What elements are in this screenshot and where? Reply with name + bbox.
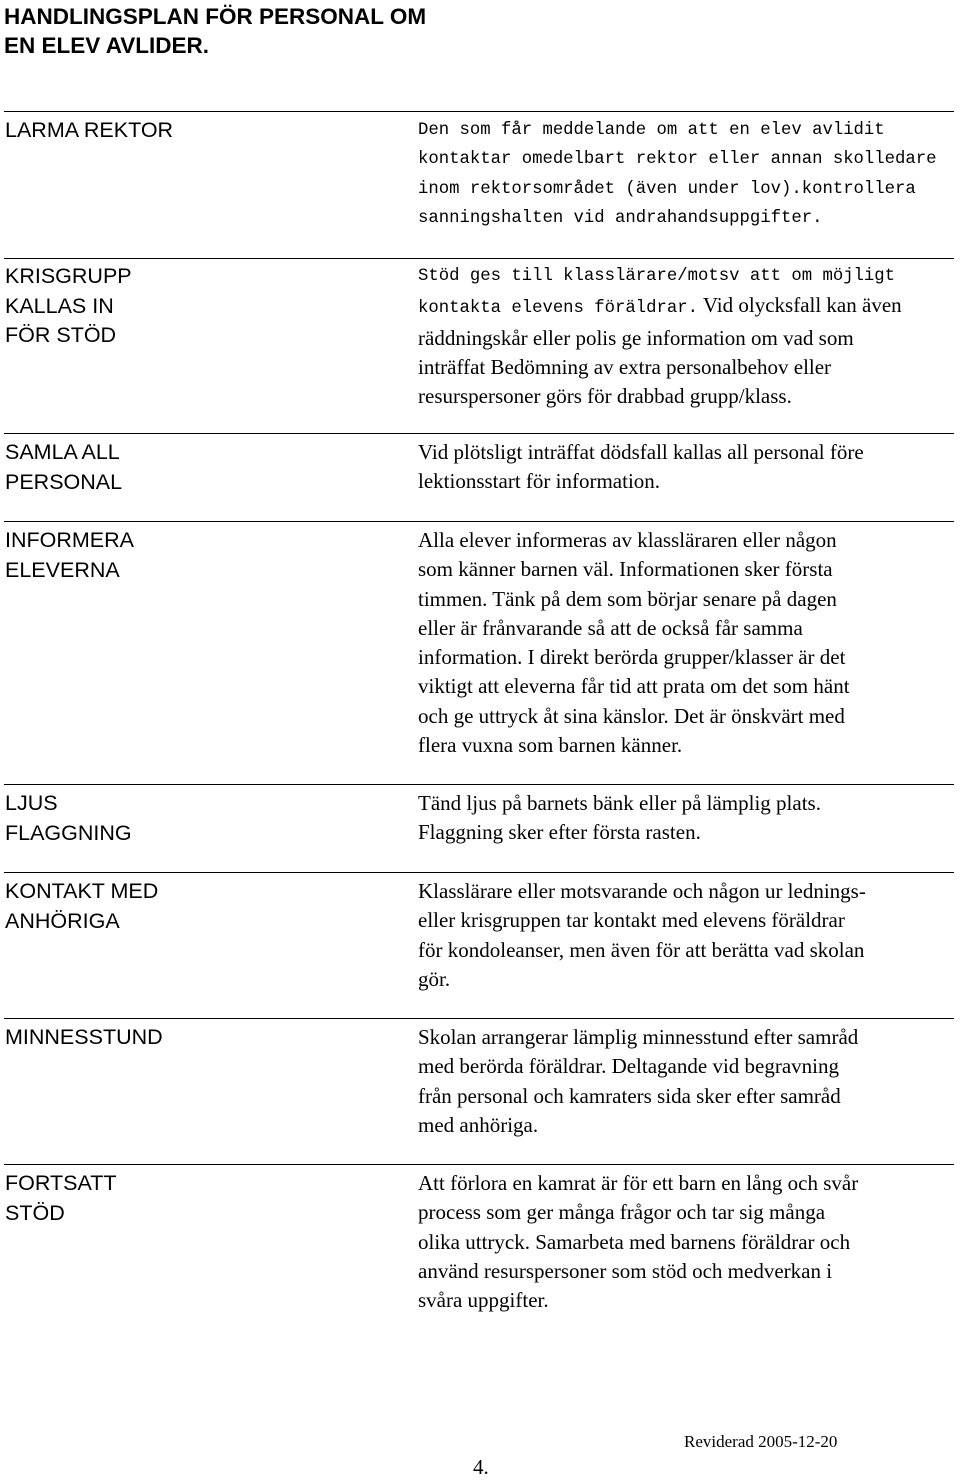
title-line-2: EN ELEV AVLIDER.: [4, 33, 210, 58]
title-line-1: HANDLINGSPLAN FÖR PERSONAL OM: [4, 4, 427, 29]
section-label-kontakt-med-anhoriga: KONTAKT MED ANHÖRIGA: [5, 879, 159, 933]
section-divider: [4, 258, 954, 259]
section-divider: [4, 1164, 954, 1165]
section-divider: [4, 111, 954, 112]
section-text-fortsatt-stod: Att förlora en kamrat är för ett barn en lång och svår process som ger många frågor och tar sig många olika uttryck. Samarbeta med barnens föräldrar och använd resurspersoner som stöd och medverkan i svåra uppgifter.: [418, 1171, 859, 1313]
section-text-larma-rektor: Den som får meddelande om att en elev avlidit kontaktar omedelbart rektor eller annan skolledare inom rektorsområdet (även under lov).kontrollera sanningshalten vid andrahandsuppgifter.: [418, 121, 937, 228]
section-divider: [4, 1018, 954, 1019]
section-label-fortsatt-stod: FORTSATT STÖD: [5, 1171, 117, 1225]
section-text-informera-eleverna: Alla elever informeras av klassläraren eller någon som känner barnen väl. Informationen sker första timmen. Tänk på dem som börjar senare på dagen eller är frånvarande så att de också får samma information. I direkt berörda grupper/klasser är det viktigt att eleverna får tid att prata om det som hänt och ge uttryck åt sina känslor. Det är önskvärt med flera vuxna som barnen känner.: [418, 528, 850, 758]
section-label-informera-eleverna: INFORMERA ELEVERNA: [5, 528, 134, 582]
section-text-kontakt-med-anhoriga: Klasslärare eller motsvarande och någon ur lednings- eller krisgruppen tar kontakt med elevens föräldrar för kondoleanser, men även för att berätta vad skolan gör.: [418, 879, 866, 991]
section-divider: [4, 433, 954, 434]
section-text-minnesstund: Skolan arrangerar lämplig minnesstund efter samråd med berörda föräldrar. Deltagande vid begravning från personal och kamraters sida sker efter samråd med anhöriga.: [418, 1025, 859, 1137]
section-label-samla-all-personal: SAMLA ALL PERSONAL: [5, 440, 123, 494]
revision-date: Reviderad 2005-12-20: [684, 1432, 838, 1451]
section-divider: [4, 784, 954, 785]
section-divider: [4, 872, 954, 873]
section-label-krisgrupp: KRISGRUPP KALLAS IN FÖR STÖD: [5, 264, 132, 347]
page-number: 4.: [473, 1455, 489, 1479]
section-divider: [4, 521, 954, 522]
document-title: [4, 2, 524, 60]
section-label-larma-rektor: LARMA REKTOR: [5, 118, 174, 142]
section-text-ljus-flaggning: Tänd ljus på barnets bänk eller på lämplig plats. Flaggning sker efter första rasten.: [418, 791, 821, 845]
section-label-ljus-flaggning: LJUS FLAGGNING: [5, 791, 132, 845]
section-label-minnesstund: MINNESSTUND: [5, 1025, 163, 1049]
section-text-krisgrupp: Stöd ges till klasslärare/motsv att om möjligt kontakta elevens föräldrar. Vid olycksfall kan även räddningskår eller polis ge information om vad som inträffat Bedömning av extra personalbehov eller resurspersoner görs för drabbad grupp/klass.: [418, 267, 902, 409]
section-text-samla-all-personal: Vid plötsligt inträffat dödsfall kallas all personal före lektionsstart för information.: [418, 440, 864, 494]
